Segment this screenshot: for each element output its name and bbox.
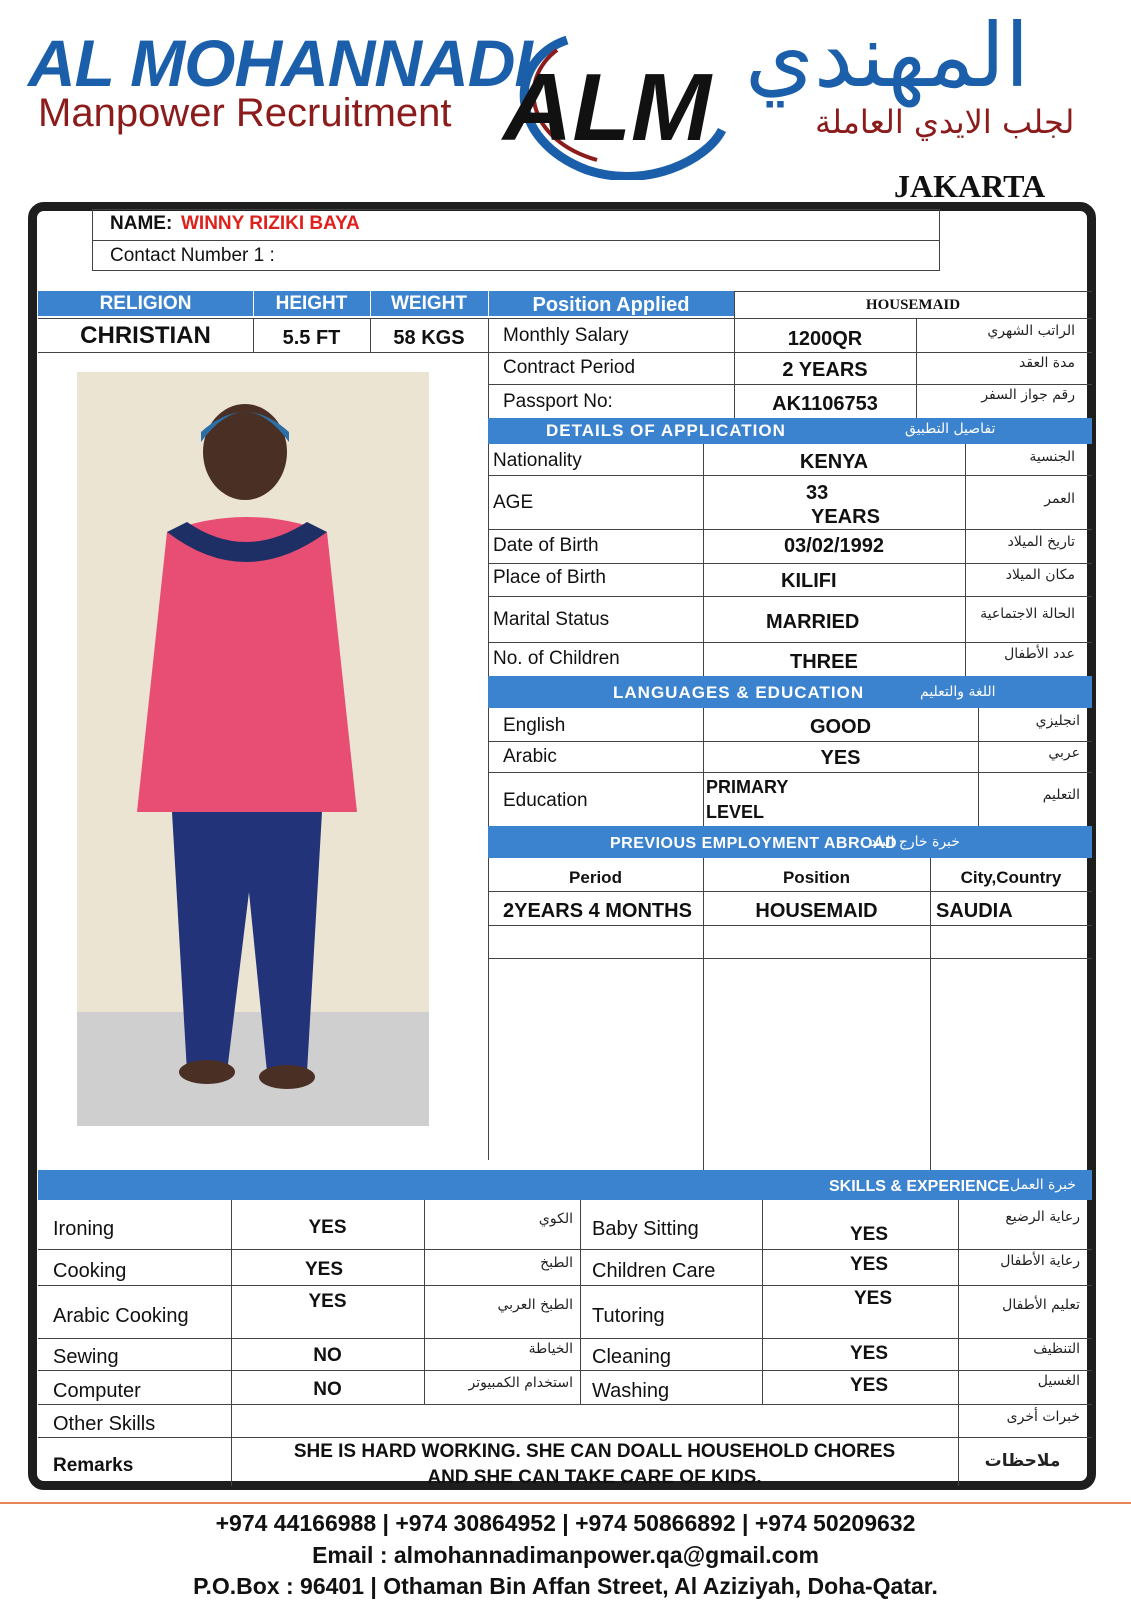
religion-label: RELIGION [99, 293, 192, 314]
monthly-salary-value: 1200QR [787, 328, 863, 350]
alm-logo [497, 20, 727, 180]
contract-period-ar: مدة العقد [1019, 355, 1075, 371]
passport-value: AK1106753 [772, 393, 878, 415]
place-of-birth-label: Place of Birth [493, 567, 606, 588]
skill-cleaning-ar: التنظيف [1033, 1341, 1080, 1357]
age-label: AGE [493, 492, 534, 513]
monthly-salary-ar: الراتب الشهري [987, 323, 1075, 339]
details-heading-ar: تفاصيل التطبيق [905, 421, 996, 437]
skill-children-care-value: YES [850, 1254, 889, 1275]
skill-cooking-ar: الطبخ [540, 1255, 573, 1271]
monthly-salary-label: Monthly Salary [503, 325, 629, 346]
brand-name-ar: المهندي [745, 4, 1030, 107]
skill-computer-ar: استخدام الكمبيوتر [468, 1375, 573, 1391]
employment-col-position: Position [782, 868, 851, 887]
skill-sewing-value: NO [313, 1345, 342, 1366]
languages-heading-ar: اللغة والتعليم [920, 684, 996, 700]
english-value: GOOD [809, 716, 872, 738]
office-city: JAKARTA [894, 168, 1046, 204]
contact-label: Contact Number 1 : [110, 245, 275, 266]
skill-ironing-ar: الكوي [538, 1211, 573, 1227]
height-value: 5.5 FT [282, 327, 341, 349]
employment-period-value: 2YEARS 4 MONTHS [503, 900, 692, 922]
skill-cleaning-value: YES [850, 1343, 889, 1364]
arabic-ar: عربي [1048, 745, 1080, 761]
skill-washing-value: YES [850, 1375, 889, 1396]
employment-position-value: HOUSEMAID [755, 900, 878, 922]
marital-status-label: Marital Status [493, 609, 610, 630]
languages-heading: LANGUAGES & EDUCATION [613, 683, 865, 702]
other-skills-label: Other Skills [53, 1413, 156, 1435]
skill-ironing-label: Ironing [53, 1218, 115, 1240]
education-value-line2: LEVEL [706, 802, 765, 822]
footer-address: P.O.Box : 96401 | Othaman Bin Affan Street, Al Aziziyah, Doha-Qatar. [193, 1573, 938, 1599]
skill-cooking-label: Cooking [53, 1260, 127, 1282]
education-label: Education [503, 790, 588, 811]
skill-computer-value: NO [313, 1379, 342, 1400]
remarks-line1: SHE IS HARD WORKING. SHE CAN DOALL HOUSEHOLD CHORES [293, 1441, 896, 1462]
employment-city-value: SAUDIA [936, 900, 1013, 922]
skill-sewing-label: Sewing [53, 1346, 119, 1368]
employment-heading: PREVIOUS EMPLOYMENT ABROAD [610, 835, 898, 852]
marital-status-ar: الحالة الاجتماعية [980, 606, 1075, 622]
education-value-line1: PRIMARY [706, 777, 789, 797]
education-ar: التعليم [1042, 787, 1080, 803]
nationality-value: KENYA [799, 451, 869, 473]
candidate-name: WINNY RIZIKI BAYA [181, 213, 360, 234]
passport-ar: رقم جواز السفر [981, 387, 1075, 403]
brand-tagline-en: Manpower Recruitment [38, 91, 452, 135]
remarks-label: Remarks [53, 1455, 134, 1476]
skill-washing-label: Washing [592, 1380, 670, 1402]
height-label: HEIGHT [275, 293, 348, 314]
passport-label: Passport No: [503, 391, 613, 412]
skill-computer-label: Computer [53, 1380, 141, 1402]
skill-children-care-label: Children Care [592, 1260, 716, 1282]
remarks-line2: AND SHE CAN TAKE CARE OF KIDS. [427, 1467, 762, 1488]
employment-col-city: City,Country [960, 868, 1062, 887]
dob-ar: تاريخ الميلاد [1007, 534, 1075, 550]
remarks-ar: ملاحظات [984, 1451, 1061, 1471]
skill-sewing-ar: الخياطة [528, 1341, 573, 1357]
skills-heading: SKILLS & EXPERIENCE [829, 1178, 1010, 1195]
skill-arabic-cooking-value: YES [308, 1291, 347, 1312]
skills-heading-ar: خبرة العمل [1010, 1177, 1076, 1193]
children-ar: عدد الأطفال [1004, 646, 1075, 662]
position-applied-label: Position Applied [532, 294, 690, 316]
skill-baby-sitting-label: Baby Sitting [592, 1218, 699, 1240]
other-skills-ar: خبرات أخرى [1006, 1409, 1080, 1425]
nationality-label: Nationality [493, 450, 582, 471]
employment-heading-ar: خبرة خارج البلد [870, 834, 960, 850]
skill-arabic-cooking-label: Arabic Cooking [53, 1305, 189, 1327]
dob-value: 03/02/1992 [783, 535, 885, 557]
dob-label: Date of Birth [493, 535, 599, 556]
place-of-birth-value: KILIFI [781, 570, 837, 592]
skill-ironing-value: YES [308, 1217, 347, 1238]
position-applied-value: HOUSEMAID [865, 297, 961, 313]
skill-tutoring-value: YES [854, 1288, 893, 1309]
english-ar: انجليزي [1035, 713, 1080, 729]
candidate-photo [77, 372, 429, 1126]
age-value-unit: YEARS [811, 506, 880, 528]
name-label: NAME: [110, 213, 173, 234]
skill-baby-sitting-ar: رعاية الرضيع [1005, 1209, 1080, 1225]
skill-tutoring-ar: تعليم الأطفال [1002, 1297, 1080, 1313]
marital-status-value: MARRIED [766, 611, 860, 633]
contract-period-value: 2 YEARS [782, 359, 868, 381]
skill-cleaning-label: Cleaning [592, 1346, 671, 1368]
skill-children-care-ar: رعاية الأطفال [1000, 1253, 1080, 1269]
brand-tagline-ar: لجلب الايدي العاملة [815, 103, 1075, 141]
weight-label: WEIGHT [391, 293, 467, 314]
skill-tutoring-label: Tutoring [592, 1305, 665, 1327]
religion-value: CHRISTIAN [80, 322, 211, 349]
skill-cooking-value: YES [304, 1259, 344, 1280]
alm-logo-text: ALM [503, 54, 711, 161]
skill-washing-ar: الغسيل [1037, 1373, 1080, 1389]
children-value: THREE [790, 651, 858, 673]
contract-period-label: Contract Period [503, 357, 636, 378]
footer-divider [0, 1502, 1131, 1504]
footer-phones: +974 44166988 | +974 30864952 | +974 50866892 | +974 50209632 [215, 1510, 916, 1536]
skill-arabic-cooking-ar: الطبخ العربي [497, 1297, 573, 1313]
place-of-birth-ar: مكان الميلاد [1005, 567, 1075, 583]
details-heading: DETAILS OF APPLICATION [546, 421, 786, 440]
arabic-value: YES [820, 747, 861, 769]
skill-baby-sitting-value: YES [850, 1224, 889, 1245]
footer-email: Email : almohannadimanpower.qa@gmail.com [312, 1542, 819, 1568]
brand-name-en: AL MOHANNADI [28, 26, 532, 100]
employment-col-period: Period [569, 868, 622, 887]
weight-value: 58 KGS [393, 327, 465, 349]
children-label: No. of Children [493, 648, 620, 669]
age-value-number: 33 [806, 482, 829, 504]
arabic-label: Arabic [503, 746, 557, 767]
nationality-ar: الجنسية [1029, 449, 1075, 465]
age-ar: العمر [1044, 491, 1075, 507]
english-label: English [503, 715, 566, 736]
